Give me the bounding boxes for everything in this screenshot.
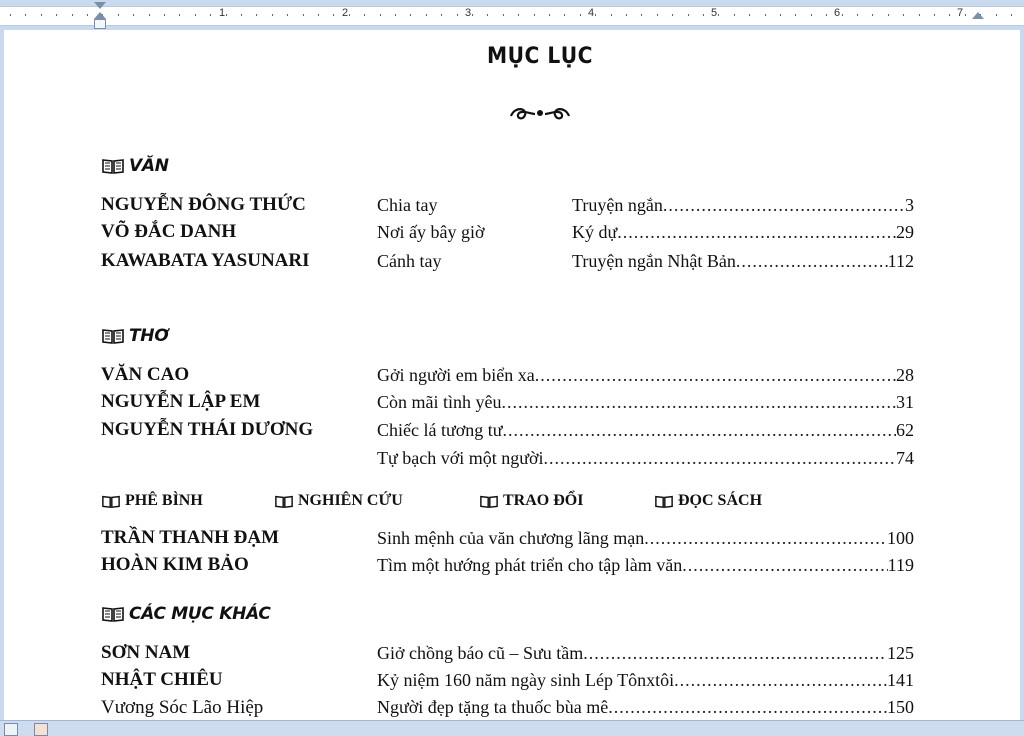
toc-entry-leader [377,697,914,717]
ornament-divider [505,102,575,124]
toc-entry-leader [377,528,914,548]
ruler-tick [518,14,519,16]
category-label: PHÊ BÌNH [125,492,203,509]
ruler-tick [72,14,73,16]
first-line-indent-marker[interactable] [94,2,106,9]
ruler-tick [87,14,88,16]
ruler-tick [364,14,365,16]
page-number: 74 [896,448,914,468]
dot-leader [736,251,888,272]
category-label: TRAO ĐỔI [503,492,584,509]
ruler-tick [118,14,119,16]
ruler-tick [611,14,612,16]
horizontal-ruler[interactable] [0,0,1024,31]
ruler-number: 4 [588,7,595,19]
ruler-tick [934,14,935,16]
ruler-number: 7 [957,7,964,19]
page-margin-right [1020,30,1024,720]
book-icon [102,606,124,622]
work-title: Kỷ niệm 160 năm ngày sinh Lép Tônxtôi [377,670,675,690]
ruler-tick [380,14,381,16]
dot-leader [583,643,887,664]
ruler-tick [580,14,581,16]
genre-label: Truyện ngắn Nhật Bản [572,251,736,271]
dot-leader [535,365,896,386]
category-trao-doi [480,492,583,510]
ruler-tick [826,14,827,16]
author-name: VĂN CAO [101,364,190,385]
toc-entry-leader [377,643,914,663]
book-icon [102,328,124,344]
dot-leader [617,222,896,243]
ruler-tick [426,14,427,16]
ruler-tick [718,14,719,16]
section-heading-khac [102,604,271,624]
ruler-tick [534,14,535,16]
ruler-number: 2 [342,7,349,19]
ruler-tick [857,14,858,16]
view-icon[interactable] [4,723,18,736]
ruler-number: 6 [834,7,841,19]
author-name: NGUYỄN LẬP EM [101,391,261,412]
author-name: TRẦN THANH ĐẠM [101,527,280,548]
ruler-tick [549,14,550,16]
status-bar [0,720,1024,736]
document-icon[interactable] [34,723,48,736]
ruler-tick [595,14,596,16]
page-number: 141 [887,670,914,690]
ruler-tick [472,14,473,16]
ruler-number: 1 [219,7,226,19]
ruler-tick [734,14,735,16]
dot-leader [682,555,887,576]
section-heading-text: THƠ [129,326,169,346]
dot-leader [502,392,897,413]
ruler-tick [410,14,411,16]
work-title: Sinh mệnh của văn chương lãng mạn [377,528,645,548]
dot-leader [503,420,896,441]
toc-entry-leader [377,365,914,385]
ruler-tick [226,14,227,16]
ruler-number: 3 [465,7,472,19]
dot-leader [674,670,887,691]
work-title: Cánh tay [377,251,442,271]
ruler-strip [0,6,1024,26]
ruler-tick [133,14,134,16]
ruler-tick [56,14,57,16]
ruler-tick [688,14,689,16]
toc-entry-leader [377,555,914,575]
ruler-tick [195,14,196,16]
toc-entry-leader [572,222,914,242]
page-number: 62 [896,420,914,440]
ruler-number: 5 [711,7,718,19]
author-name: NGUYỄN ĐÔNG THỨC [101,194,306,215]
ruler-tick [349,14,350,16]
ruler-tick [164,14,165,16]
ruler-tick [749,14,750,16]
ruler-tick [811,14,812,16]
ruler-tick [487,14,488,16]
ruler-tick [1011,14,1012,16]
hanging-indent-marker[interactable] [94,12,106,19]
ruler-tick [210,14,211,16]
ruler-tick [395,14,396,16]
page-number: 150 [887,697,914,717]
author-name: HOÀN KIM BẢO [101,554,249,575]
ruler-tick [949,14,950,16]
category-label: ĐỌC SÁCH [678,492,763,509]
author-name: KAWABATA YASUNARI [101,250,310,271]
page-number: 29 [896,222,914,242]
ruler-tick [303,14,304,16]
ruler-tick [703,14,704,16]
toc-entry-leader [377,420,914,440]
category-doc-sach [655,492,762,510]
work-title: Chia tay [377,195,438,215]
ruler-tick [41,14,42,16]
page-number: 119 [887,555,914,575]
work-title: Người đẹp tặng ta thuốc bùa mê [377,697,609,717]
toc-entry-leader [377,392,914,412]
toc-entry-leader [377,448,914,468]
ruler-tick [503,14,504,16]
book-icon [275,495,293,508]
ruler-tick [657,14,658,16]
ruler-tick [25,14,26,16]
page-number: 100 [887,528,914,548]
ruler-tick [795,14,796,16]
ruler-tick [564,14,565,16]
ruler-tick [10,14,11,16]
page-number: 3 [905,195,914,215]
book-icon [102,158,124,174]
category-label: NGHIÊN CỨU [298,492,403,509]
book-icon [655,495,673,508]
category-phe-binh [102,492,203,510]
ruler-tick [149,14,150,16]
work-title: Nơi ấy bây giờ [377,222,485,242]
ruler-tick [441,14,442,16]
dot-leader [663,195,905,216]
book-icon [480,495,498,508]
ruler-tick [996,14,997,16]
author-name: VÕ ĐẮC DANH [101,221,237,242]
ruler-tick [241,14,242,16]
ruler-tick [457,14,458,16]
ruler-tick [965,14,966,16]
ruler-tick [672,14,673,16]
section-heading-tho [102,326,168,346]
toc-entry-leader [572,195,914,215]
author-name: SƠN NAM [101,642,191,663]
author-name: NGUYỄN THÁI DƯƠNG [101,419,314,440]
ruler-tick [333,14,334,16]
page-number: 28 [896,365,914,385]
ruler-tick [272,14,273,16]
ruler-tick [842,14,843,16]
right-indent-marker[interactable] [972,12,984,19]
ruler-tick [626,14,627,16]
toc-entry-leader [377,670,914,690]
dot-leader [608,697,887,718]
work-title: Tìm một hướng phát triển cho tập làm văn [377,555,683,575]
page-number: 112 [887,251,914,271]
genre-label: Truyện ngắn [572,195,663,215]
work-title: Gởi người em biển xa [377,365,535,385]
page-number: 125 [887,643,914,663]
page-title: MỤC LỤC [487,44,593,69]
section-heading-van [102,156,169,176]
work-title: Giở chồng báo cũ – Sưu tầm [377,643,584,663]
category-nghien-cuu [275,492,403,510]
book-icon [102,495,120,508]
genre-label: Ký dự [572,222,618,242]
dot-leader [644,528,887,549]
ruler-tick [256,14,257,16]
work-title: Tự bạch với một người [377,448,544,468]
work-title: Chiếc lá tương tư [377,420,503,440]
author-name: Vương Sóc Lão Hiệp [101,697,264,718]
ruler-tick [919,14,920,16]
ruler-tick [780,14,781,16]
ruler-tick [765,14,766,16]
section-heading-text: VĂN [129,156,169,176]
section-heading-text: CÁC MỤC KHÁC [129,604,271,624]
toc-entry-leader [572,251,914,271]
ruler-tick [872,14,873,16]
ruler-tick [903,14,904,16]
dot-leader [544,448,896,469]
work-title: Còn mãi tình yêu [377,392,502,412]
page-number: 31 [896,392,914,412]
ruler-tick [641,14,642,16]
ruler-tick [318,14,319,16]
author-name: NHẬT CHIÊU [101,669,223,690]
ruler-tick [179,14,180,16]
left-indent-marker[interactable] [94,19,106,29]
ruler-tick [888,14,889,16]
ruler-tick [287,14,288,16]
